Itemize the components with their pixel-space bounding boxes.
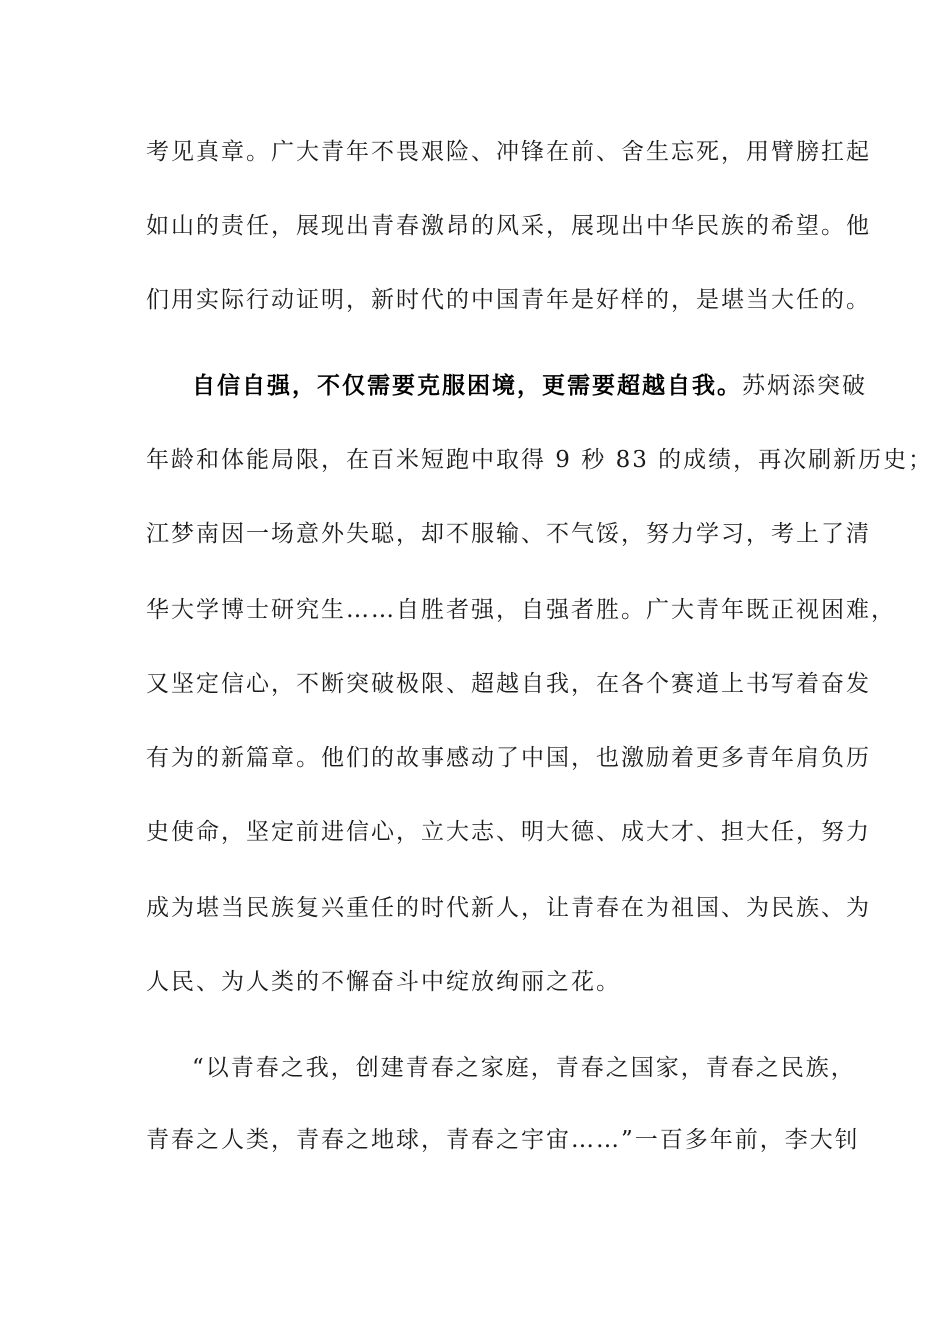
paragraph-2-line-7: 史使命，坚定前进信心，立大志、明大德、成大才、担大任，努力: [146, 819, 871, 845]
paragraph-2-line-1: [192, 366, 867, 406]
paragraph-1-line-1: 考见真章。广大青年不畏艰险、冲锋在前、舍生忘死，用臂膀扛起: [146, 139, 871, 165]
paragraph-3-line-2: 青春之人类，青春之地球，青春之宇宙……”一百多年前，李大钊: [146, 1127, 860, 1153]
paragraph-2-first-line-rest: 苏炳添突破: [742, 373, 867, 399]
paragraph-1-line-2: 如山的责任，展现出青春激昂的风采，展现出中华民族的希望。他: [146, 213, 871, 239]
paragraph-2-line-5: 又坚定信心，不断突破极限、超越自我，在各个赛道上书写着奋发: [146, 671, 871, 697]
paragraph-2-line-4: 华大学博士研究生……自胜者强，自强者胜。广大青年既正视困难，: [146, 597, 896, 623]
paragraph-2-line-2: 年龄和体能局限，在百米短跑中取得 9 秒 83 的成绩，再次刷新历史；: [146, 447, 934, 473]
paragraph-2-bold-lead: 自信自强，不仅需要克服困境，更需要超越自我。: [192, 373, 742, 399]
paragraph-2-line-3: 江梦南因一场意外失聪，却不服输、不气馁，努力学习，考上了清: [146, 521, 871, 547]
paragraph-3-line-1: “以青春之我，创建青春之家庭，青春之国家，青春之民族，: [192, 1055, 856, 1081]
paragraph-2-line-8: 成为堪当民族复兴重任的时代新人，让青春在为祖国、为民族、为: [146, 895, 871, 921]
paragraph-1-line-3: 们用实际行动证明，新时代的中国青年是好样的，是堪当大任的。: [146, 287, 871, 313]
paragraph-2-line-9: 人民、为人类的不懈奋斗中绽放绚丽之花。: [146, 969, 621, 995]
paragraph-2-line-6: 有为的新篇章。他们的故事感动了中国，也激励着更多青年肩负历: [146, 745, 871, 771]
